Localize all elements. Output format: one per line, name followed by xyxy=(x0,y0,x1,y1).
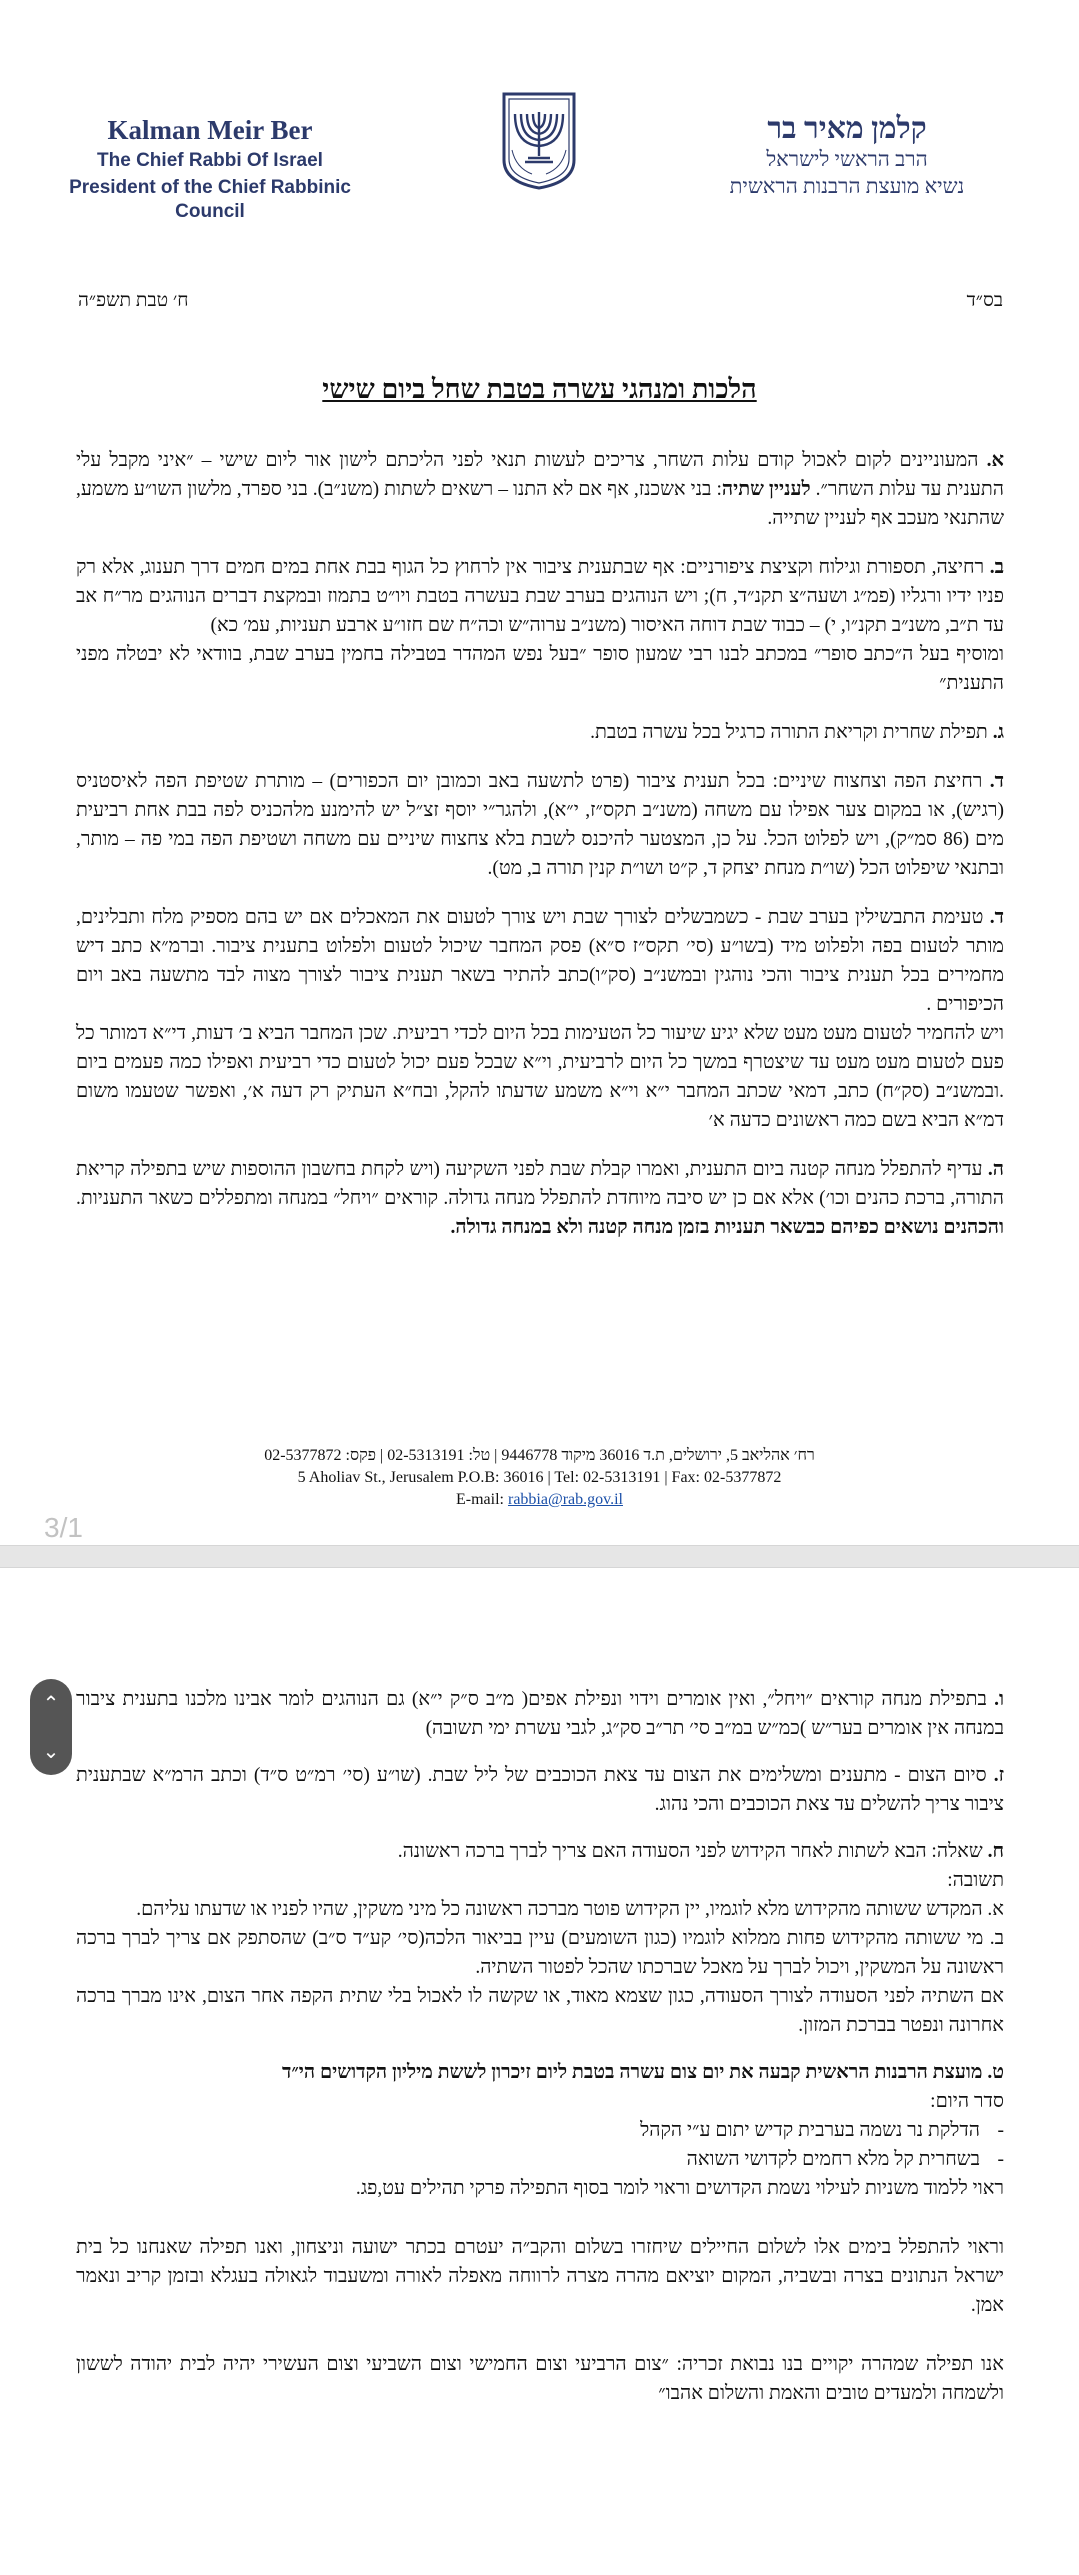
rabbi-name-he: קלמן מאיר בר xyxy=(767,112,927,145)
rabbi-title-en: The Chief Rabbi Of Israel xyxy=(97,150,323,171)
section-c: ג. תפילת שחרית וקריאת התורה כרגיל בכל עשרה בטבת. xyxy=(590,722,1004,743)
scroll-controls xyxy=(30,1679,72,1775)
hebrew-letterhead xyxy=(677,112,1017,200)
section-h-c: אם השתיה לפני הסעודה לצורך הסעודה, כגון שצמא מאוד, או שקשה לו לאכול בלי שתית הקפה אחר הצום, אינו מברך ברכה אחרונה ונפטר בברכת המזון. xyxy=(76,1986,1004,2036)
section-a: א. המעוניינים לקום לאכול קודם עלות השחר, צריכים לעשות תנאי לפני הליכתם לישון אור ליום שישי – ״איני מקבל עלי התענית עד עלות השחר״. לעניין שתיה: בני אשכנז, אף אם לא התנו – רשאים לשתות (משנ״ב). בני ספרד, מלשון השו״ע משמע, שהתנאי מעכב אף לעניין שתייה. xyxy=(76,450,1005,529)
page-separator xyxy=(0,1545,1079,1568)
address-en: 5 Aholiav St., Jerusalem P.O.B: 36016 | Tel: 02-5313191 | Fax: 02-5377872 xyxy=(297,1469,782,1486)
address-he: רח׳ אהליאב 5, ירושלים, ת.ד 36016 מיקוד 9446778 | טל: 02-5313191 | פקס: 02-5377872 xyxy=(264,1447,815,1464)
list-item: -הדלקת נר נשמה בערבית קדיש יתום ע״י הקהל xyxy=(640,2120,1004,2141)
rabbi-name-en: Kalman Meir Ber xyxy=(107,115,313,145)
document-title: הלכות ומנהגי עשרה בטבת שחל ביום שישי xyxy=(322,374,757,404)
hebrew-date: ח׳ טבת תשפ״ה xyxy=(78,290,189,311)
section-d2-cont: ויש להחמיר לטעום מעט מעט שלא יגיע שיעור כל הטעימות בכל היום לכדי רביעית. שכן המחבר הביא ב׳ דעות, די״א דמותר כל פעם לטעום מעט מעט עד שיצטרף במשך כל היום לרביעית, וי״א שבכל פעם יכול לטעום כדי רביעית ואפילו כמה פעמים ביום .ובמשנ״ב (סק״ח) כתב, דמאי שכתב המחבר י״א וי״א משמע שדעתו להקל, ובח״א העתיק רק דעה א׳, ואפשר שטעמו משום דמ״א הביא בשם כמה ראשונים כדעה א׳ xyxy=(76,1023,1004,1131)
section-t-study: ראוי ללמוד משניות לעילוי נשמת הקדושים וראוי לומר בסוף התפילה פרקי תהילים עט,פג. xyxy=(355,2178,1004,2199)
menorah-emblem-icon xyxy=(498,90,580,190)
section-h-answer-label: תשובה: xyxy=(947,1870,1004,1891)
rabbi-role-en: President of the Chief Rabbinic Council xyxy=(69,177,351,222)
letterhead-footer xyxy=(0,1445,1079,1511)
section-e: ה. עדיף להתפלל מנחה קטנה ביום התענית, ואמרו קבלת שבת לפני השקיעה (ויש לקחת בחשבון ההוספות שיש בתפילה קריאת התורה, ברכת כהנים וכו׳) אלא אם כן יש סיבה מיוחדת להתפלל מנחה גדולה. קוראים ״ויחל״ במנחה ומתפללים כשאר התעניות. והכהנים נושאים כפיהם כבשאר תעניות בזמן מנחה קטנה ולא במנחה גדולה. xyxy=(76,1159,1005,1238)
section-h-b: ב. מי ששותה מהקידוש פחות ממלוא לוגמיו (כגון השומעים) עיין בביאור הלכה(סי׳ קע״ד ס״ב) שהסתפק אם צריך לברך ברכה ראשונה על המשקין, ויכול לברך על מאכל שברכתו שהכל לפטור השתיה. xyxy=(76,1928,1004,1978)
section-v: ו. בתפילת מנחה קוראים ״ויחל״, ואין אומרים וידוי ונפילת אפים( מ״ב ס״ק י״א) גם הנוהגים לומר אבינו מלכנו בתענית ציבור במנחה אין אומרים בער״ש )כמ״ש במ״ב סי׳ תר״ב סק״ג, לגבי עשרת ימי תשובה) xyxy=(76,1689,1004,1739)
prayer-paragraph: וראוי להתפלל בימים אלו לשלום החיילים שיחזרו בשלום והקב״ה יעטרם בכתר ישועה וניצחון, ואנו תפילה שאנחנו כל בית ישראל הנתונים בצרה ובשביה, המקום יוציאם מהרה מצרה לרווחה מאפלה לאורה ומשעבוד לגאולה בעגלא ובזמן קריב ונאמר אמן. xyxy=(76,2237,1004,2316)
section-d: ד. רחיצת הפה וצחצוח שיניים: בכל תענית ציבור (פרט לתשעה באב וכמובן יום הכפורים) – מותרת שטיפת הפה לאיסטניס (רגיש), או במקום צער אפילו עם משחה (משנ״ב תקס״ז, י״א), ולהגר״י יוסף זצ״ל יש להימנע מלהכניס לפה בבת אחת רביעית מים (86 סמ״ק), ויש לפלוט הכל. על כן, המצטער להיכנס לשבת בלא צחצוח שיניים עם משחה ושטיפת הפה במי פה – מותר, ובתנאי שיפלוט הכל (שו״ת מנחת יצחק ד, ק״ט ושו״ת קנין תורה ב, מט). xyxy=(76,771,1005,879)
scroll-down-button[interactable]: ⌄ xyxy=(42,1739,60,1763)
scroll-up-button[interactable]: ⌃ xyxy=(42,1691,60,1715)
section-d2: ד. טעימת התבשילין בערב שבת - כשמבשלים לצורך שבת ויש צורך לטעום את המאכלים אם יש בהם מספיק מלח ותבלינים, מותר לטעום בפה ולפלוט מיד (בשו״ע (סי׳ תקס״ז ס״א) פסק המחבר שיכול לטעום ולפלוט בתענית ציבור. וברמ״א כתב דיש מחמירים בכל תענית ציבור והכי נוהגין ובמשנ״ב (סק״ו)כתב להתיר בשאר תענית ציבור לצורך מצוה לבד מתשעה באב ויום הכיפורים . xyxy=(76,907,1004,1015)
rabbi-role-he: נשיא מועצת הרבנות הראשית xyxy=(729,174,965,198)
english-letterhead xyxy=(60,115,360,224)
section-t: ט. מועצת הרבנות הראשית קבעה את יום צום עשרה בטבת ליום זיכרון לששת מיליון הקדושים הי״ד xyxy=(282,2062,1004,2083)
section-h: ח. שאלה: הבא לשתות לאחר הקידוש לפני הסעודה האם צריך לברך ברכה ראשונה. xyxy=(397,1841,1004,1862)
body-page-2 xyxy=(76,1685,1004,2426)
section-t-order: סדר היום: xyxy=(930,2091,1004,2112)
section-z: ז. סיום הצום - מתענים ומשלימים את הצום עד צאת הכוכבים של ליל שבת. (שו״ע (סי׳ רמ״ט ס״ד) וכתב הרמ״א שבתענית ציבור צריך להשלים עד צאת הכוכבים והכי נהוג. xyxy=(76,1765,1005,1815)
section-h-a: א. המקדש ששותה מהקידוש מלא לוגמיו, יין הקידוש פוטר מברכה ראשונה כל מיני משקין, שהיו לפניו או שדעתו עליהם. xyxy=(136,1899,1004,1920)
bsd-mark: בס״ד xyxy=(966,290,1003,311)
email-link[interactable]: rabbia@rab.gov.il xyxy=(507,1491,623,1508)
page-indicator: 3/1 xyxy=(44,1512,83,1543)
bullet-list xyxy=(76,2116,1004,2174)
body-page-1 xyxy=(76,446,1004,1262)
closing-paragraph: אנו תפילה שמהרה יקויים בנו נבואת זכריה: ״צום הרביעי וצום החמישי וצום השביעי וצום העשירי יהיה לבית יהודה לששון ולשמחה ולמעדים טובים והאמת והשלום אהבו״ xyxy=(76,2354,1004,2404)
section-b: ב. רחיצה, תספורת וגילוח וקציצת ציפורניים: אף שבתענית ציבור אין לרחוץ כל הגוף בבת אחת במים חמים דרך תענוג, אלא רק פניו ידיו ורגליו (פמ״ג ושעה״צ תקנ״ד, ח); ויש הנוהגים בערב שבת בעשרה בטבת ויו״ט בתמוז ובמקצת דברים הנוהגים מר״ח אב עד ת״ב, משנ״ב תקנ״ו, י) – כבוד שבת דוחה האיסור (משנ״ב ערוה״ש וכה״ח שם חזו״ע ארבע תעניות, עמ׳ כא) xyxy=(76,557,1005,636)
rabbi-title-he: הרב הראשי לישראל xyxy=(766,147,928,171)
email-line: E-mail: rabbia@rab.gov.il xyxy=(456,1491,623,1508)
list-item: -בשחרית קל מלא רחמים לקדושי השואה xyxy=(686,2149,1004,2170)
section-b-cont: ומוסיף בעל ה״כתב סופר״ במכתב לבנו רבי שמעון סופר ״בעל נפש המהדר בטבילה בחמין בערב שבת, בוודאי לא יבטלה מפני התענית״ xyxy=(76,644,1004,694)
